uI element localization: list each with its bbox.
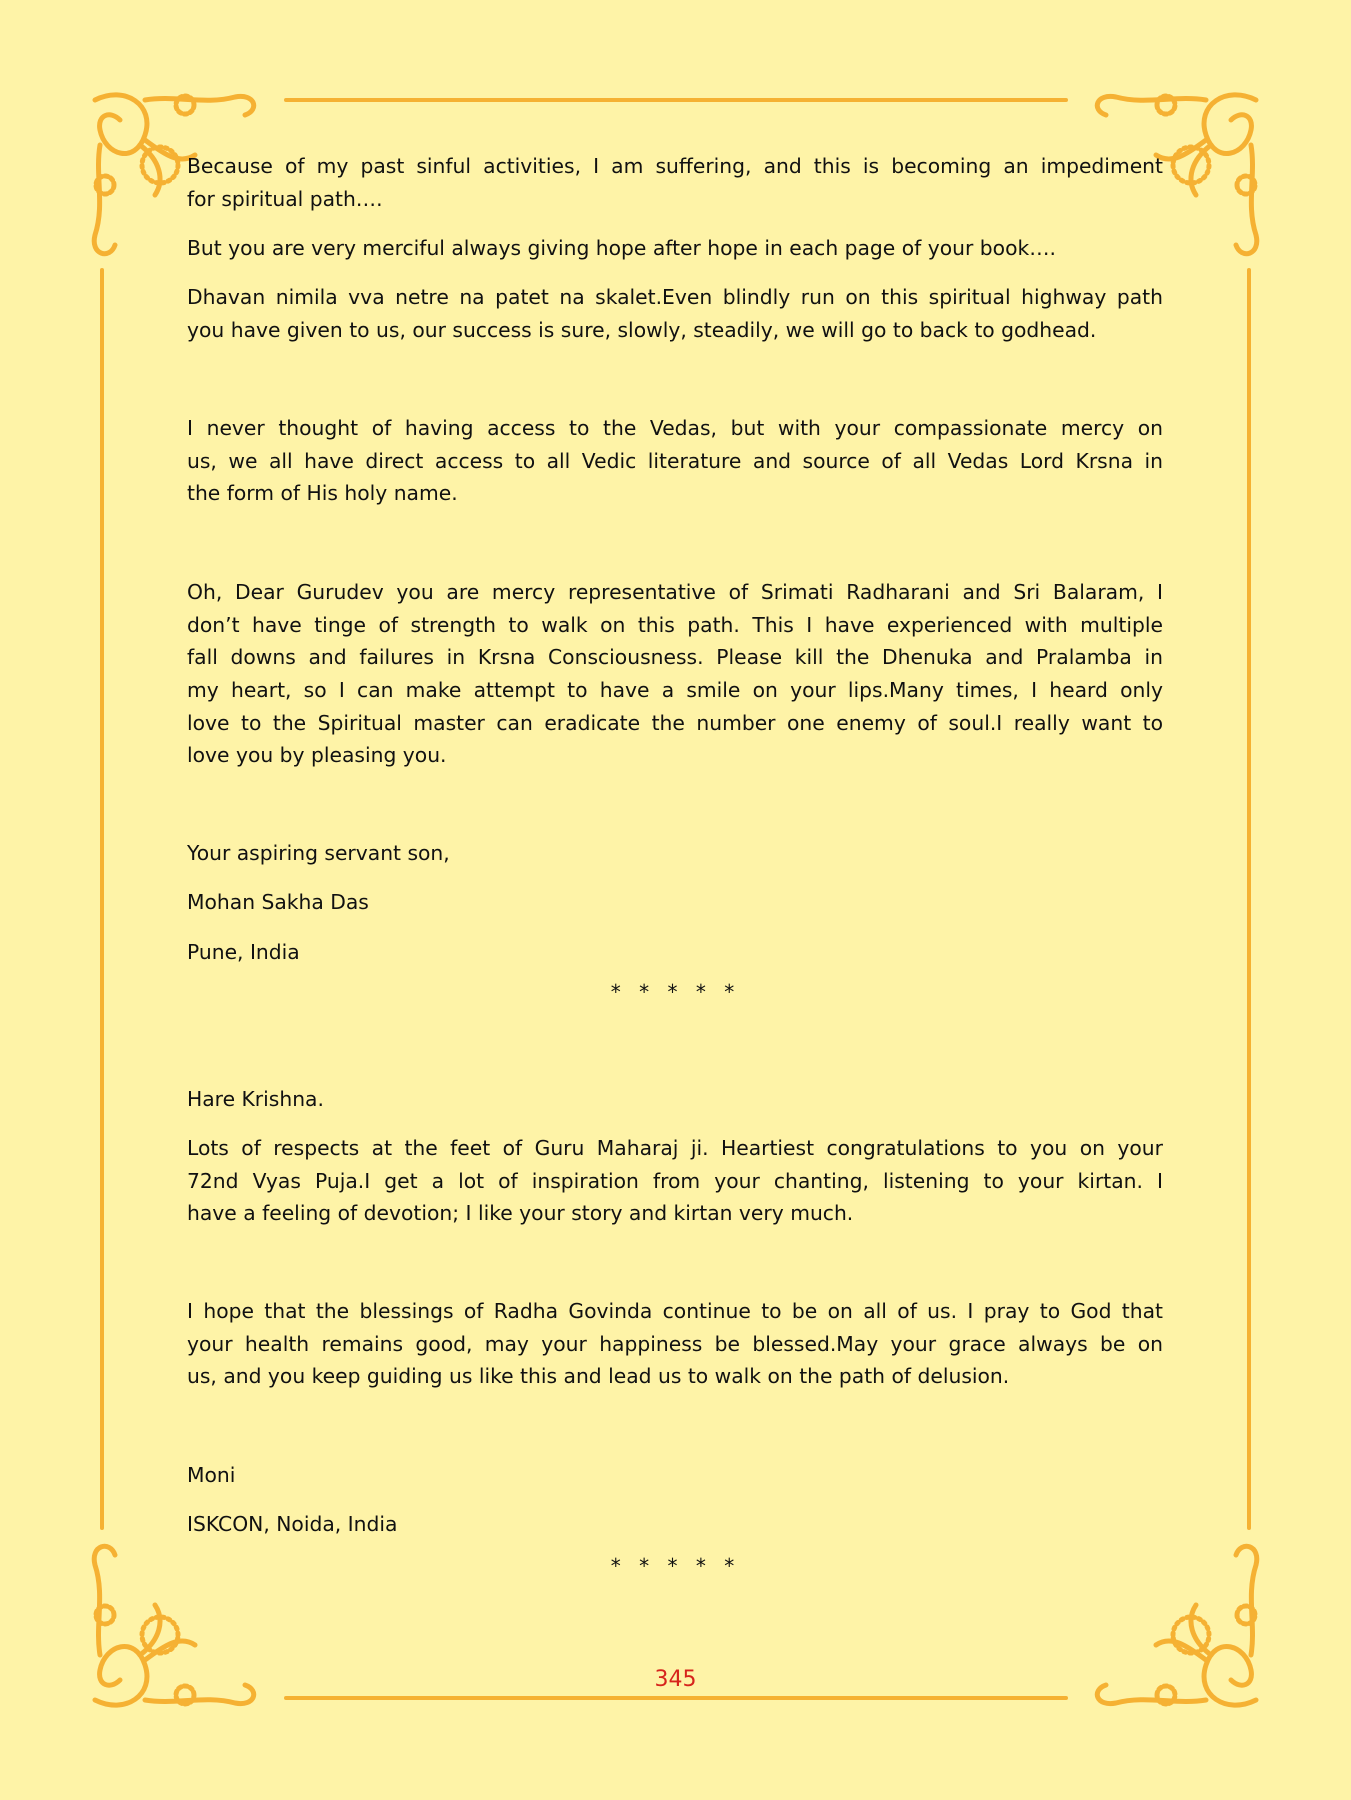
- border-bottom-line: [284, 1696, 1068, 1700]
- paragraph: [187, 576, 1163, 772]
- text-line: I never thought of having access to the Vedas, but with your compassionate mercy on: [187, 416, 1163, 440]
- paragraph: [187, 936, 1163, 969]
- text-line: my heart, so I can make attempt to have a smile on your lips.Many times, I heard only: [187, 678, 1163, 703]
- text-line: us, and you keep guiding us like this and lead us to walk on the path of delusion.: [187, 1364, 1010, 1389]
- paragraph: [187, 1459, 1163, 1492]
- text-line: Dhavan nimila vva netre na patet na skalet.Even blindly run on this spiritual highway path: [187, 285, 1163, 309]
- text-line: fall downs and failures in Krsna Consciousness. Please kill the Dhenuka and Pralamba in: [187, 645, 1163, 670]
- page-number: 345: [654, 1667, 697, 1692]
- text-line: Pune, India: [187, 940, 300, 964]
- text-line: love to the Spiritual master can eradicate the number one enemy of soul.I really want to: [187, 710, 1163, 735]
- paragraph: [187, 1132, 1163, 1230]
- paragraph: [187, 412, 1163, 510]
- text-line: Because of my past sinful activities, I am suffering, and this is becoming an impediment: [187, 154, 1163, 178]
- text-line: for spiritual path….: [187, 186, 383, 211]
- paragraph: [187, 1508, 1163, 1541]
- text-line: your health remains good, may your happiness be blessed.May your grace always be on: [187, 1331, 1163, 1356]
- text-line: Hare Krishna.: [187, 1087, 324, 1111]
- border-top-line: [284, 98, 1068, 102]
- paragraph: [187, 150, 1163, 215]
- text-line: Mohan Sakha Das: [187, 890, 369, 914]
- text-line: I hope that the blessings of Radha Govinda continue to be on all of us. I pray to God that: [187, 1299, 1163, 1323]
- border-left-line: [100, 268, 104, 1530]
- text-line: But you are very merciful always giving hope after hope in each page of your book….: [187, 236, 1056, 260]
- text-line: Moni: [187, 1463, 236, 1487]
- paragraph: [187, 281, 1163, 346]
- paragraph: [187, 1295, 1163, 1393]
- separator: * * * * *: [610, 980, 741, 1004]
- paragraph: [187, 886, 1163, 919]
- text-line: love you by pleasing you.: [187, 743, 447, 768]
- paragraph: [187, 232, 1163, 265]
- paragraph: [187, 1083, 1163, 1116]
- border-right-line: [1247, 268, 1251, 1530]
- text-line: ISKCON, Noida, India: [187, 1512, 398, 1536]
- text-line: Your aspiring servant son,: [187, 841, 450, 865]
- text-line: Lots of respects at the feet of Guru Maharaj ji. Heartiest congratulations to you on your: [187, 1136, 1163, 1160]
- text-line: you have given to us, our success is sure, slowly, steadily, we will go to back to godhead.: [187, 317, 1097, 342]
- text-line: the form of His holy name.: [187, 481, 458, 506]
- text-line: don’t have tinge of strength to walk on this path. This I have experienced with multiple: [187, 612, 1163, 637]
- text-line: 72nd Vyas Puja.I get a lot of inspiration from your chanting, listening to your kirtan. I: [187, 1168, 1163, 1193]
- text-line: have a feeling of devotion; I like your story and kirtan very much.: [187, 1201, 854, 1226]
- separator: * * * * *: [610, 1554, 741, 1578]
- text-line: us, we all have direct access to all Vedic literature and source of all Vedas Lord Krsna in: [187, 448, 1163, 473]
- paragraph: [187, 837, 1163, 870]
- text-line: Oh, Dear Gurudev you are mercy representative of Srimati Radharani and Sri Balaram, I: [187, 580, 1163, 604]
